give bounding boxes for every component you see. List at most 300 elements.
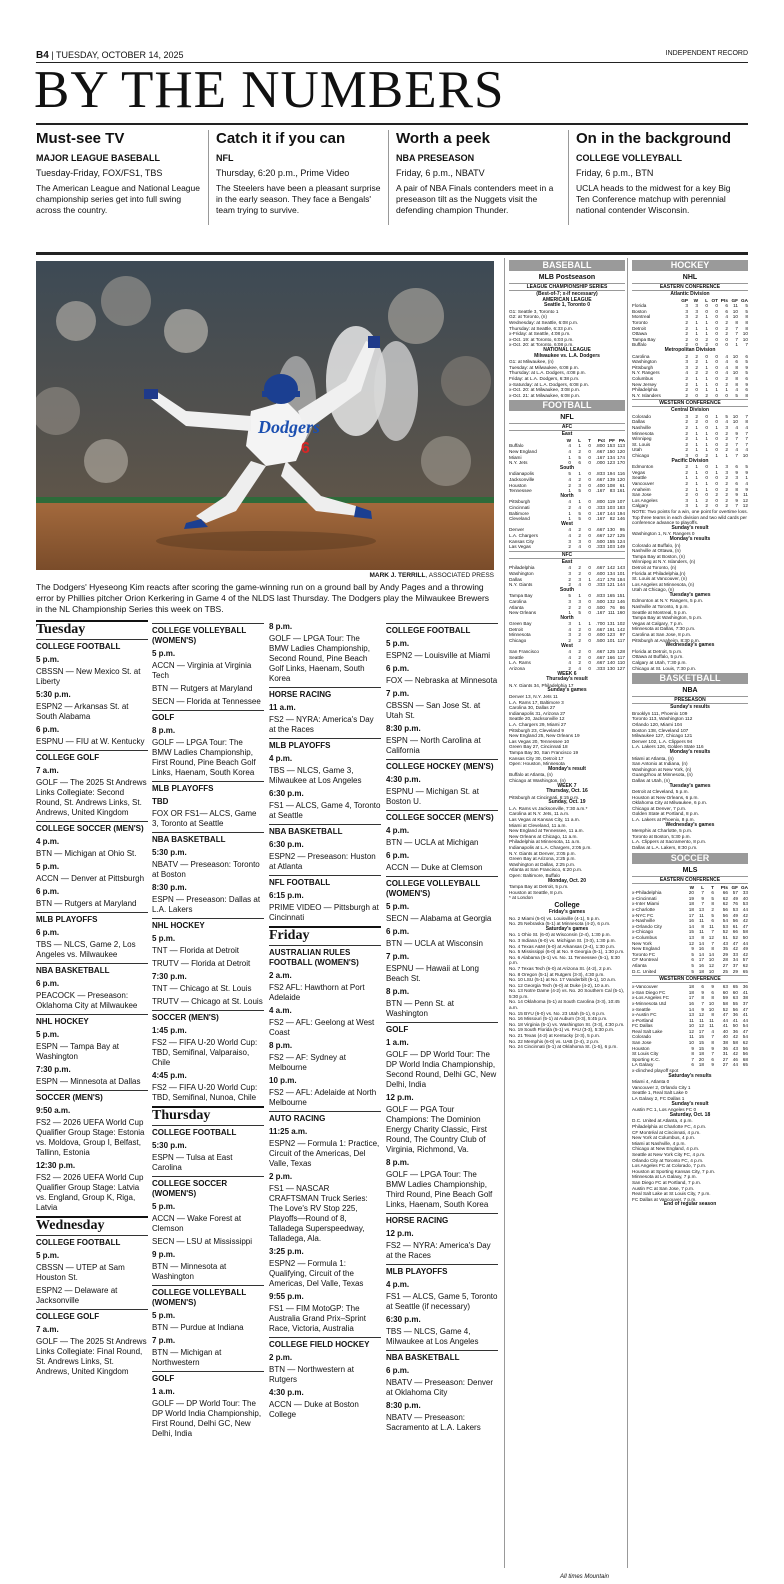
stat-cell: 76 <box>609 604 615 610</box>
stat-cell: 5 <box>578 610 581 616</box>
tv-listings-col-1 <box>36 620 148 1380</box>
listing-time: 8 p.m. <box>152 726 176 735</box>
stat-cell: 65 <box>732 984 738 990</box>
stat-cell: 5 <box>711 912 714 918</box>
stat-cell: 131 <box>607 621 615 627</box>
result-line: Chicago at New England, 4 p.m. <box>632 1146 700 1152</box>
listing-time: 4 p.m. <box>386 1280 410 1289</box>
stat-cell: 57 <box>732 890 738 896</box>
result-line: Carolina at San Jose, 8 p.m. <box>632 632 692 638</box>
listing-time: 5 p.m. <box>152 934 176 943</box>
stat-cell: 7 <box>701 1000 704 1006</box>
stat-cell: 5 <box>725 413 728 419</box>
division-heading: South <box>559 586 575 593</box>
stat-cell: 2 <box>685 430 688 436</box>
listing-time: 2 p.m. <box>269 1353 293 1362</box>
stat-cell: 0 <box>588 582 591 588</box>
listing-program: BTN — Minnesota at Washington <box>152 1262 227 1281</box>
stat-cell: 12 <box>688 1028 694 1034</box>
result-line: Toronto 113, Washington 112 <box>632 716 693 722</box>
listing-program: ESPN2 — Formula 1: Qualifying, Circuit of the Americas, Del Valle, Texas <box>269 1259 364 1288</box>
listing-program: TBS — NLCS, Game 4, Milwaukee at Los Angeles <box>386 1327 479 1346</box>
stat-cell: 123 <box>607 460 615 466</box>
team-name: Sporting K.C. <box>632 1056 660 1062</box>
stat-cell: 0 <box>705 308 708 314</box>
stat-cell: 42 <box>742 918 748 924</box>
stat-cell: 0 <box>588 654 591 660</box>
stat-cell: 9 <box>735 430 738 436</box>
stat-cell: 52 <box>722 929 728 935</box>
tv-listings-col-2 <box>152 620 264 1442</box>
division-heading: Tuesday's games <box>669 591 711 598</box>
team-name: Real Salt Lake <box>632 1028 663 1034</box>
stat-cell: 1 <box>695 503 698 509</box>
stat-cell: GP <box>681 297 688 303</box>
stat-cell: 8 <box>735 375 738 381</box>
league-heading: MLS <box>682 866 698 874</box>
stat-cell: 1 <box>685 475 688 481</box>
result-line: Minnesota at LA Galaxy, 7 p.m. <box>632 1174 697 1180</box>
stat-cell: 5 <box>745 464 748 470</box>
team-name: Carolina <box>632 353 650 359</box>
stat-cell: 2 <box>578 570 581 576</box>
sport-heading: COLLEGE FOOTBALL <box>36 1235 148 1248</box>
listing-time: 5 p.m. <box>36 862 60 871</box>
stat-cell: 183 <box>617 505 625 510</box>
result-line: Indianapolis 31, Arizona 27 <box>509 710 566 716</box>
stat-cell: 0 <box>715 497 718 503</box>
stat-cell: 1 <box>715 464 718 470</box>
division-heading: Sunday's result <box>671 524 709 531</box>
division-heading: Seattle 1, Toronto 0 <box>543 302 591 309</box>
stat-cell: 0 <box>588 482 591 488</box>
stat-cell: 10 <box>708 957 714 963</box>
stat-cell: OT <box>711 297 718 303</box>
listing-program: BTN — Rutgers at Maryland <box>152 684 253 693</box>
sport-heading: COLLEGE FOOTBALL <box>152 1125 264 1138</box>
stat-cell: 5 <box>711 895 714 901</box>
stat-cell: 1 <box>695 319 698 325</box>
result-line: Houston at Sporting Kansas City, 7 p.m. <box>632 1168 716 1174</box>
stat-cell: 3 <box>568 621 571 627</box>
stat-cell: 36 <box>742 984 748 990</box>
listing-time: 4 p.m. <box>36 837 60 846</box>
listing-program: NBATV — Preseason: Denver at Oklahoma City <box>386 1378 494 1397</box>
stat-cell: 0 <box>588 604 591 610</box>
stat-cell: 2 <box>685 381 688 387</box>
sport-heading: HORSE RACING <box>386 1213 498 1226</box>
team-name: x-Chicago <box>632 929 654 935</box>
stat-cell: 3 <box>578 598 581 604</box>
team-name: Toronto FC <box>632 951 656 957</box>
stat-cell: 102 <box>617 621 625 627</box>
stat-cell: 2 <box>568 544 571 550</box>
listing-program: TBS — NLCS, Game 2, Los Angeles vs. Milwaukee <box>36 940 136 959</box>
division-heading: Friday's games <box>548 908 586 915</box>
stat-cell: 2 <box>715 492 718 498</box>
listing-time: 7 p.m. <box>386 952 410 961</box>
stat-cell: 50 <box>742 934 748 940</box>
stat-cell: 4 <box>568 565 571 571</box>
stat-cell: 12 <box>698 1012 704 1018</box>
team-name: Dallas <box>509 576 523 582</box>
stat-cell: T <box>588 437 591 443</box>
result-line: Philadelphia at Minnesota, 11 a.m. <box>509 839 581 845</box>
result-line: No. 14 Oklahoma (5-1) at South Carolina (3-3), 10:45 a.m. <box>509 999 620 1011</box>
result-line: Colorado at Buffalo, (n) <box>632 542 681 548</box>
stat-cell: 170 <box>617 460 625 466</box>
stat-cell: 9 <box>711 984 714 990</box>
result-line: Minnesota at Dallas, 7:30 p.m. <box>632 626 696 632</box>
result-line: Green Bay 27, Cincinnati 18 <box>509 744 568 750</box>
stat-cell: 16 <box>698 962 704 968</box>
stat-cell: 139 <box>607 477 615 483</box>
result-line: Los Angeles FC at Colorado, 7 p.m. <box>632 1163 707 1169</box>
sport-heading: MLB PLAYOFFS <box>36 912 148 925</box>
team-name: N.Y. Rangers <box>632 370 660 376</box>
team-name: Dallas <box>632 419 646 425</box>
stat-cell: 146 <box>617 598 625 604</box>
listing-time: 4 p.m. <box>386 826 410 835</box>
result-line: Boston 138, Cleveland 107 <box>632 727 689 733</box>
stat-cell: 1 <box>568 510 571 516</box>
stat-cell: 2 <box>725 325 728 331</box>
stat-cell: 155 <box>607 538 615 544</box>
stat-cell: 4 <box>568 654 571 660</box>
team-name: Columbus <box>632 375 654 381</box>
stat-cell: 2 <box>685 331 688 337</box>
stat-cell: 111 <box>607 610 615 616</box>
stat-cell: 0 <box>588 565 591 571</box>
stat-cell: 2 <box>568 482 571 488</box>
stat-cell: 11 <box>709 1023 714 1029</box>
pick-divider <box>208 130 209 225</box>
stat-cell: 128 <box>617 649 625 655</box>
stat-cell: 0 <box>715 475 718 481</box>
result-line: No. 24 Cincinnati (5-1) at Oklahoma St. (1-5), 6 p.m. <box>509 1044 618 1050</box>
stat-cell: 82 <box>609 516 615 522</box>
stat-cell: 1 <box>568 610 571 616</box>
stat-cell: 0 <box>695 392 698 398</box>
result-line: Guangzhou at Minnesota, (n) <box>632 772 693 778</box>
stat-cell: 7 <box>735 336 738 342</box>
stat-cell: 4 <box>568 499 571 505</box>
pick-time: Friday, 6 p.m., BTN <box>576 168 654 178</box>
result-line: Golden State at Portland, 8 p.m. <box>632 811 699 817</box>
photo-credit <box>36 572 494 579</box>
stat-cell: 2 <box>568 638 571 644</box>
stat-cell: 3 <box>685 453 688 459</box>
team-name: Los Angeles <box>632 497 658 503</box>
stat-cell: 8 <box>701 934 704 940</box>
stat-cell: Pct <box>597 437 605 443</box>
stat-cell: 0 <box>715 436 718 442</box>
listing-time: 12 p.m. <box>386 1229 414 1238</box>
stat-cell: 0 <box>715 364 718 370</box>
stat-cell: 2 <box>685 441 688 447</box>
team-name: San Francisco <box>509 649 539 655</box>
stat-cell: 2 <box>695 359 698 365</box>
division-heading: West <box>561 520 573 527</box>
sport-heading: COLLEGE FOOTBALL <box>386 623 498 636</box>
stat-cell: 4 <box>568 532 571 538</box>
result-line: Vancouver 2, Orlando City 1 <box>632 1084 691 1090</box>
stat-cell: 1 <box>695 425 698 431</box>
stat-cell: 2 <box>578 632 581 638</box>
stat-cell: 3 <box>695 303 698 309</box>
stat-cell: 42 <box>742 951 748 957</box>
team-name: x-Philadelphia <box>632 890 662 896</box>
stat-cell: 9 <box>745 381 748 387</box>
stat-cell: 33 <box>732 951 738 957</box>
stat-cell: 2 <box>568 604 571 610</box>
sport-heading: AUTO RACING <box>269 1111 381 1124</box>
stat-cell: 153 <box>607 443 615 449</box>
stat-cell: 130 <box>607 527 615 533</box>
stat-cell: 2 <box>725 481 728 486</box>
result-line: Buffalo at Atlanta, (n) <box>509 772 553 778</box>
stat-cell: 2 <box>578 649 581 655</box>
division-heading: Thursday, Oct. 16 <box>546 788 588 795</box>
team-name: Denver <box>509 527 525 533</box>
result-line: Seattle 20, Jacksonville 12 <box>509 716 565 722</box>
result-line: G2: at Toronto, (n) <box>509 314 547 320</box>
stat-cell: 8 <box>701 923 704 929</box>
stat-cell: .800 <box>595 443 605 449</box>
pick-heading: Must-see TV <box>36 130 125 147</box>
result-line: L.A. Rams vs Jacksonville, 7:30 a.m.* <box>509 805 588 811</box>
stat-cell: 150 <box>607 449 615 455</box>
stat-cell: 2 <box>725 497 728 503</box>
stat-cell: 19 <box>688 895 694 901</box>
stat-cell: 5 <box>568 593 571 599</box>
division-heading: West <box>561 642 573 649</box>
stat-cell: 0 <box>588 471 591 477</box>
stat-cell: 86 <box>619 604 625 610</box>
result-line: Pittsburgh at Cincinnati, 6:15 p.m. <box>509 794 580 800</box>
result-line: Los Angeles at Minnesota, (n) <box>632 581 695 587</box>
sport-heading: NFL FOOTBALL <box>269 875 381 888</box>
listing-time: 2 p.m. <box>269 1172 293 1181</box>
stat-cell: 103 <box>607 505 615 510</box>
stat-cell: 17 <box>698 1028 704 1034</box>
stat-cell: 2 <box>578 449 581 455</box>
stat-cell: 0 <box>695 387 698 393</box>
sport-heading: COLLEGE VOLLEYBALL (WOMEN'S) <box>386 876 498 899</box>
stat-cell: 0 <box>588 538 591 544</box>
stat-cell: 10 <box>708 1000 714 1006</box>
stat-cell: 8 <box>745 392 748 398</box>
stat-cell: 12 <box>698 1023 704 1029</box>
stat-cell: 1 <box>578 443 581 449</box>
stat-cell: 0 <box>705 492 708 498</box>
stat-cell: GF <box>731 884 738 890</box>
team-name: Cleveland <box>509 516 530 522</box>
stat-cell: 1 <box>568 488 571 494</box>
team-name: x-Cincinnati <box>632 895 657 901</box>
stat-cell: 1 <box>705 486 708 492</box>
team-name: Anaheim <box>632 486 651 492</box>
stat-cell: 2 <box>578 565 581 571</box>
stat-cell: 10 <box>688 1040 694 1046</box>
result-line: Indianapolis at L.A. Chargers, 2:05 p.m. <box>509 845 592 851</box>
listing-time: 5 p.m. <box>152 1202 176 1211</box>
stat-cell: 10 <box>742 336 748 342</box>
sport-heading: GOLF <box>152 1371 264 1384</box>
stat-cell: 194 <box>607 471 615 477</box>
stat-cell: 15 <box>688 929 694 935</box>
stat-cell: .667 <box>595 532 605 538</box>
result-line: x-Saturday: at L.A. Dodgers, 6:08 p.m. <box>509 381 589 387</box>
stat-cell: 4 <box>745 447 748 453</box>
result-line: Las Vegas at Kansas City, 11 a.m. <box>509 817 580 823</box>
result-line: Chicago at Washington, (n) <box>509 777 566 783</box>
stat-cell: 2 <box>578 638 581 644</box>
stat-cell: 0 <box>705 419 708 425</box>
listing-program: FS1 — ALCS, Game 5, Toronto at Seattle (if necessary) <box>386 1292 498 1311</box>
stat-cell: 8 <box>711 995 714 1001</box>
result-line: No. 19 South Florida (5-1) vs. FAU (3-3), 5:30 p.m. <box>509 1027 615 1033</box>
team-name: x-NYC FC <box>632 912 654 918</box>
stat-cell: 15 <box>698 1040 704 1046</box>
stat-cell: 2 <box>685 486 688 492</box>
stat-cell: 12 <box>708 962 714 968</box>
stat-cell: 4 <box>568 649 571 655</box>
result-line: Washington at New York, (n) <box>632 766 692 772</box>
stat-cell: 2 <box>695 364 698 370</box>
stat-cell: .667 <box>595 654 605 660</box>
stat-cell: 2 <box>695 353 698 359</box>
stat-cell: 9 <box>691 1045 694 1051</box>
stat-cell: 0 <box>588 570 591 576</box>
stat-cell: 2 <box>578 626 581 632</box>
stat-cell: 6 <box>745 375 748 381</box>
result-line: Tuesday: at Milwaukee, 6:08 p.m. <box>509 364 579 370</box>
pick-heading: On in the background <box>576 130 732 147</box>
stat-cell: 1 <box>695 331 698 337</box>
listing-program: ESPN — Tulsa at East Carolina <box>152 1153 233 1172</box>
team-name: Philadelphia <box>509 565 535 571</box>
stat-cell: 7 <box>711 1034 714 1040</box>
stat-cell: 2 <box>725 441 728 447</box>
stat-cell: 56 <box>722 907 728 912</box>
listing-program: FS1 — NASCAR CRAFTSMAN Truck Series: The Love's RV Stop 225, Playoffs—Round of 8, Talladega Superspeedway, Talladega, Ala. <box>269 1184 368 1243</box>
stat-cell: 0 <box>588 527 591 533</box>
stat-cell: 66 <box>732 929 738 935</box>
stat-cell: 116 <box>617 471 625 477</box>
listing-program: GOLF — PGA Tour Champions: The Dominion Energy Charity Classic, First Round, The Country Club of Virginia, Richmond, Va. <box>386 1105 487 1154</box>
team-name: Seattle <box>632 475 647 481</box>
stat-cell: 1 <box>705 359 708 365</box>
stat-cell: 9 <box>701 895 704 901</box>
sport-heading: NBA BASKETBALL <box>269 824 381 837</box>
stat-cell: 0 <box>588 610 591 616</box>
day-heading: Tuesday <box>36 620 148 635</box>
stat-cell: 1 <box>578 621 581 627</box>
stat-cell: 144 <box>607 510 615 516</box>
result-line: Houston at New Orleans, 6 p.m. <box>632 794 699 800</box>
listing-time: 12 p.m. <box>386 1093 414 1102</box>
stat-cell: 5 <box>745 370 748 376</box>
day-heading: Wednesday <box>36 1216 148 1231</box>
stat-cell: 11 <box>699 1017 704 1023</box>
team-name: N.Y. Giants <box>509 582 533 588</box>
stat-cell: .500 <box>595 598 605 604</box>
stat-cell: 160 <box>617 610 625 616</box>
stat-cell: 0 <box>588 460 591 466</box>
stat-cell: 3 <box>568 598 571 604</box>
standings-row <box>632 969 748 975</box>
stat-cell: 4 <box>578 666 581 672</box>
pick-catch-it <box>216 130 386 216</box>
listing-time: 4:30 p.m. <box>269 1388 304 1397</box>
photo-credit-org: , ASSOCIATED PRESS <box>425 572 494 579</box>
stat-cell: 3 <box>685 303 688 309</box>
result-line: Oklahoma City at Milwaukee, 6 p.m. <box>632 800 708 806</box>
stat-cell: 7 <box>701 901 704 907</box>
stat-cell: 4 <box>725 359 728 365</box>
sport-heading: SOCCER (MEN'S) <box>152 1010 264 1023</box>
stat-cell: 0 <box>715 430 718 436</box>
pick-category: MAJOR LEAGUE BASEBALL <box>36 153 161 163</box>
stat-cell: 36 <box>732 1012 738 1018</box>
conference-heading: PRESEASON <box>632 696 748 704</box>
stat-cell: 3 <box>685 503 688 509</box>
division-heading: East <box>561 558 573 565</box>
listing-program: ACCN — Duke at Clemson <box>386 863 483 872</box>
stat-cell: 125 <box>617 532 625 538</box>
result-line: Houston at Seattle, 8 p.m. <box>509 889 564 895</box>
stat-cell: PA <box>618 437 625 443</box>
stat-cell: 6 <box>745 353 748 359</box>
jersey-wordmark: Dodgers <box>258 417 320 437</box>
stat-cell: 0 <box>588 516 591 522</box>
team-name: Montreal <box>632 314 651 320</box>
stat-cell: 0 <box>715 503 718 509</box>
stat-cell: 5 <box>745 308 748 314</box>
result-line: Green Bay at Arizona, 2:25 p.m. <box>509 856 576 862</box>
stat-cell: 44 <box>742 1017 748 1023</box>
page-date: TUESDAY, OCTOBER 14, 2025 <box>55 50 184 60</box>
stat-cell: 0 <box>705 303 708 309</box>
result-line: Nashville at Ottawa, (n) <box>632 548 681 554</box>
team-name: Edmonton <box>632 464 654 470</box>
team-name: Colorado <box>632 1034 652 1040</box>
result-line: Utah at Chicago, (n) <box>632 587 674 593</box>
stat-cell: 0 <box>715 375 718 381</box>
listing-time: 6 p.m. <box>36 979 60 988</box>
stat-cell: 3 <box>725 469 728 475</box>
result-line: Tampa Bay at Washington, 5 p.m. <box>632 615 703 621</box>
result-line: No. 13 Notre Dame (4-2) vs. No. 20 Southern Cal (5-1), 5:30 p.m. <box>509 988 625 999</box>
result-line: Thursday: at L.A. Dodgers, 4:08 p.m. <box>509 370 586 376</box>
result-line: No. 8 Oregon (5-1) at Rutgers (3-3), 4:30 p.m. <box>509 971 605 977</box>
listing-program: GOLF — LPGA Tour: The BMW Ladies Championship, Second Round, Pine Beach Golf Links, Haenam, South Korea <box>269 634 370 683</box>
stat-cell: 47 <box>742 923 748 929</box>
result-line: No. 18 Virginia (5-1) vs. Washington St. (3-3), 4:30 p.m. <box>509 1021 625 1027</box>
stat-cell: .167 <box>595 610 605 616</box>
stat-cell: 2 <box>725 319 728 325</box>
stat-cell: 5 <box>691 968 694 974</box>
stat-cell: 2 <box>578 654 581 660</box>
stat-cell: L <box>701 884 704 890</box>
standings-row <box>632 393 748 399</box>
team-name: Tampa Bay <box>632 336 656 342</box>
stat-cell: L <box>705 297 708 303</box>
title-rule <box>36 123 748 125</box>
team-name: x-Nashville <box>632 918 655 924</box>
division-heading: Tuesday's games <box>669 782 711 789</box>
